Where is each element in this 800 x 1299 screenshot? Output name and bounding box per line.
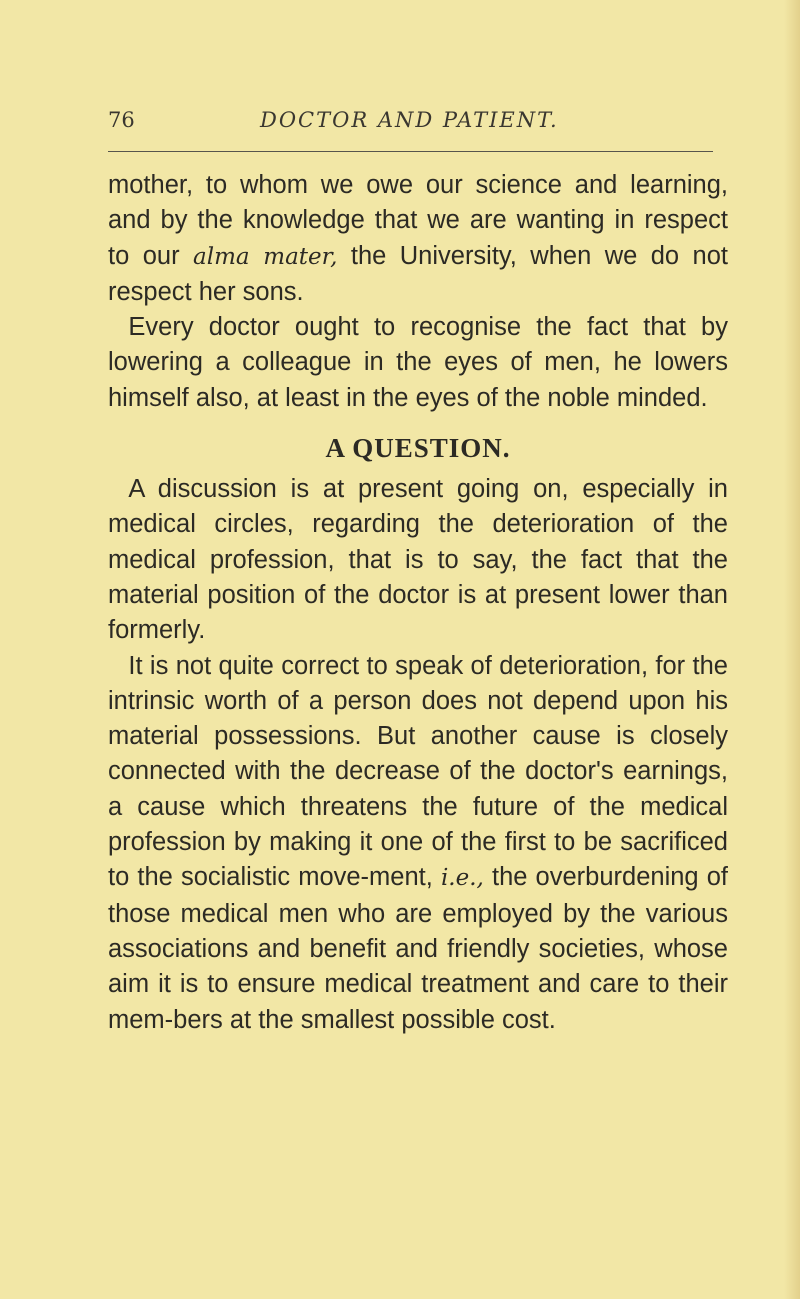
body-text <box>108 168 728 1038</box>
page-header <box>108 108 713 142</box>
page-number: 76 <box>108 108 135 132</box>
paragraph-continued: mother, to whom we owe our science and learning, and by the knowledge that we are wanting in respect to our alma mater, the University, when we do not respect her sons. <box>108 171 728 306</box>
emphasis-alma-mater: alma mater, <box>193 243 338 270</box>
header-rule <box>108 151 713 152</box>
paragraph-colleague: Every doctor ought to recognise the fact that by lowering a colleague in the eyes of men, he lowers himself also, at least in the eyes of the noble minded. <box>108 313 728 412</box>
page-edge-shadow <box>784 0 800 1299</box>
section-heading: A QUESTION. <box>325 433 511 464</box>
paragraph-deterioration: It is not quite correct to speak of deterioration, for the intrinsic worth of a person does not depend upon his material possessions. But another cause is closely connected with the decrease of the doctor's earnings, a cause which threatens the future of the medical profession by making it one of the first to be sacrificed to the socialistic move-ment, i.e., the overburdening of those medical men who are employed by the various associations and benefit and friendly societies, whose aim it is to ensure medical treatment and care to their mem-bers at the smallest possible cost. <box>108 651 728 1034</box>
paragraph-discussion: A discussion is at present going on, especially in medical circles, regarding the deterioration of the medical profession, that is to say, the fact that the material position of the doctor is at present lower than formerly. <box>108 475 728 645</box>
emphasis-ie: i.e., <box>440 865 484 892</box>
running-title: DOCTOR AND PATIENT. <box>260 108 559 132</box>
